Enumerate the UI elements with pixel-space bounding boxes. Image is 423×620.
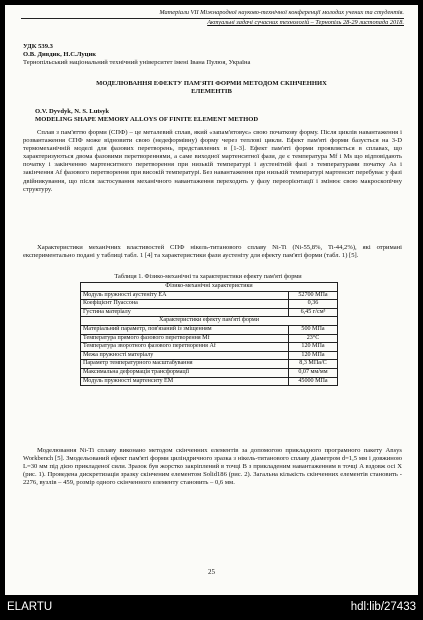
- title-ua-line-1: МОДЕЛЮВАННЯ ЕФЕКТУ ПАМ'ЯТІ ФОРМИ МЕТОДОМ СКІНЧЕННИХ: [96, 80, 327, 87]
- table-row: [81, 360, 338, 369]
- table-cell-label: Параметр температурного масштабування: [81, 360, 289, 369]
- authors-ua: О.В. Дивдик, Н.С.Луцик: [23, 51, 97, 58]
- affiliation: Тернопільський національний технічний університет імені Івана Пулюя, Україна: [23, 59, 251, 66]
- table-section-row: [81, 283, 338, 292]
- header-line-2: Актуальні задачі сучасних технологій – Тернопіль 28-29 листопада 2018.: [207, 19, 404, 26]
- table-row: [81, 368, 338, 377]
- table-caption: Таблиця 1. Фізико-механічні та характеристики ефекту пам'яті форми: [114, 273, 302, 280]
- footer-repository-name: ELARTU: [7, 601, 53, 613]
- table-cell-label: Матеріальний параметр, пов'язаний із зміщенням: [81, 325, 289, 334]
- table-row: [81, 325, 338, 334]
- table-cell-label: Модуль пружності мартенситу EM: [81, 377, 289, 386]
- table-row: [81, 300, 338, 309]
- table-section-row: [81, 317, 338, 326]
- table-row: [81, 343, 338, 352]
- table-row: [81, 308, 338, 317]
- table-cell-label: Температура прямого фазового перетворення Mf: [81, 334, 289, 343]
- footer-handle-link[interactable]: hdl:lib/27433: [350, 601, 416, 613]
- table-cell-value: 45000 МПа: [289, 377, 338, 386]
- table-row: [81, 291, 338, 300]
- table-cell-label: Температура зворотного фазового перетворення Af: [81, 343, 289, 352]
- table-cell-value: 52700 МПа: [289, 291, 338, 300]
- table-cell-value: 8,3 МПа/C: [289, 360, 338, 369]
- title-en: MODELING SHAPE MEMORY ALLOYS OF FINITE ELEMENT METHOD: [35, 116, 259, 123]
- table-section-header: Фізико-механічні характеристики: [81, 283, 338, 292]
- table-row: [81, 351, 338, 360]
- properties-table: [80, 282, 338, 386]
- table-cell-value: 23°C: [289, 334, 338, 343]
- repository-footer: [0, 595, 423, 620]
- authors-en: O.V. Dyvdyk, N. S. Lutsyk: [35, 108, 110, 115]
- table-cell-label: Густина матеріалу: [81, 308, 289, 317]
- table-cell-value: 120 МПа: [289, 343, 338, 352]
- table-cell-value: 0,07 мм/мм: [289, 368, 338, 377]
- table-section-header: Характеристики ефекту пам'яті форми: [81, 317, 338, 326]
- header-line-1: Матеріали VII Міжнародної науково-технічної конференції молодих учених та студентів.: [159, 9, 404, 16]
- paragraph-intro: Сплав з пам'яттю форми (СПФ) – це металевий сплав, який «запам'ятовує» свою початкову форму. Після циклів навантаження і розвантаження СПФ може відновити свою (недеформівну) форму через теплові цикли. Ефект пам'яті форми базується на 3-D термомеханічній моделі для фазових перетворень, представлених в [1-3]. Ефект пам'яті форми проявляється в сплавах, що характеризуються двома фазовими перетвореннями, а саме виходної мартенситної фази, де є температура Mf і Ms що відповідають початку і закінченню мартенситного перетворення при низькій температурі і аустенітній фазі з температурами початку As і закінчення Af фазового перетворення при високій температурі. Без навантаження при низькій температурі мартенсит перебуває у фазі двійникування, що після застосування механічного навантаження переходить у фазу переорієнтації і змінює свою макроскопічну структуру.: [23, 129, 402, 193]
- table-cell-label: Максимальна деформація трансформації: [81, 368, 289, 377]
- table-cell-value: 6,45 г/см³: [289, 308, 338, 317]
- table-cell-label: Модуль пружності аустеніту EA: [81, 291, 289, 300]
- table-cell-label: Межа пружності матеріалу: [81, 351, 289, 360]
- title-ua-line-2: ЕЛЕМЕНТІВ: [191, 88, 232, 96]
- document-page: [5, 5, 418, 595]
- table-row: [81, 334, 338, 343]
- udk-code: УДК 539.3: [23, 43, 53, 50]
- page-number: 25: [208, 568, 215, 576]
- table-cell-value: 500 МПа: [289, 325, 338, 334]
- table-cell-value: 120 МПа: [289, 351, 338, 360]
- table-row: [81, 377, 338, 386]
- title-ua: [45, 80, 378, 96]
- conference-header: [21, 9, 404, 27]
- table-cell-label: Коефіцієнт Пуассона: [81, 300, 289, 309]
- paragraph-properties: Характеристики механічних властивостей СПФ нікель-титанового сплаву Ni-Ti (Ni-55,8%, Ti-44,2%), які отримані експериментально подані у таблиці табл. 1 [4] та характеристики фази аустеніту для ефекту пам'яті форми (табл. 1) [5].: [23, 244, 402, 260]
- table-cell-value: 0,36: [289, 300, 338, 309]
- paragraph-modeling: Моделювання Ni-Ti сплаву виконано методом скінченних елементів за допомогою прикладного програмного пакету Ansys Workbench [5]. Змодельований ефект пам'яті форми циліндричного зразка з нікель-титанового сплаву діаметром d=1,5 мм і довжиною L=30 мм під дією прикладеної сили. Зразок був жорстко закріплений в точці B з прикладеним навантаженням в точці A вздовж осі X (рис. 1). Проведена дискретизація зразку скінченим елементом Solid186 (рис. 2). Загальна кількість скінченних елементів становить - 2276, вузлів – 459, розмір одного скінченного елементу становить – 0,6 мм.: [23, 447, 402, 487]
